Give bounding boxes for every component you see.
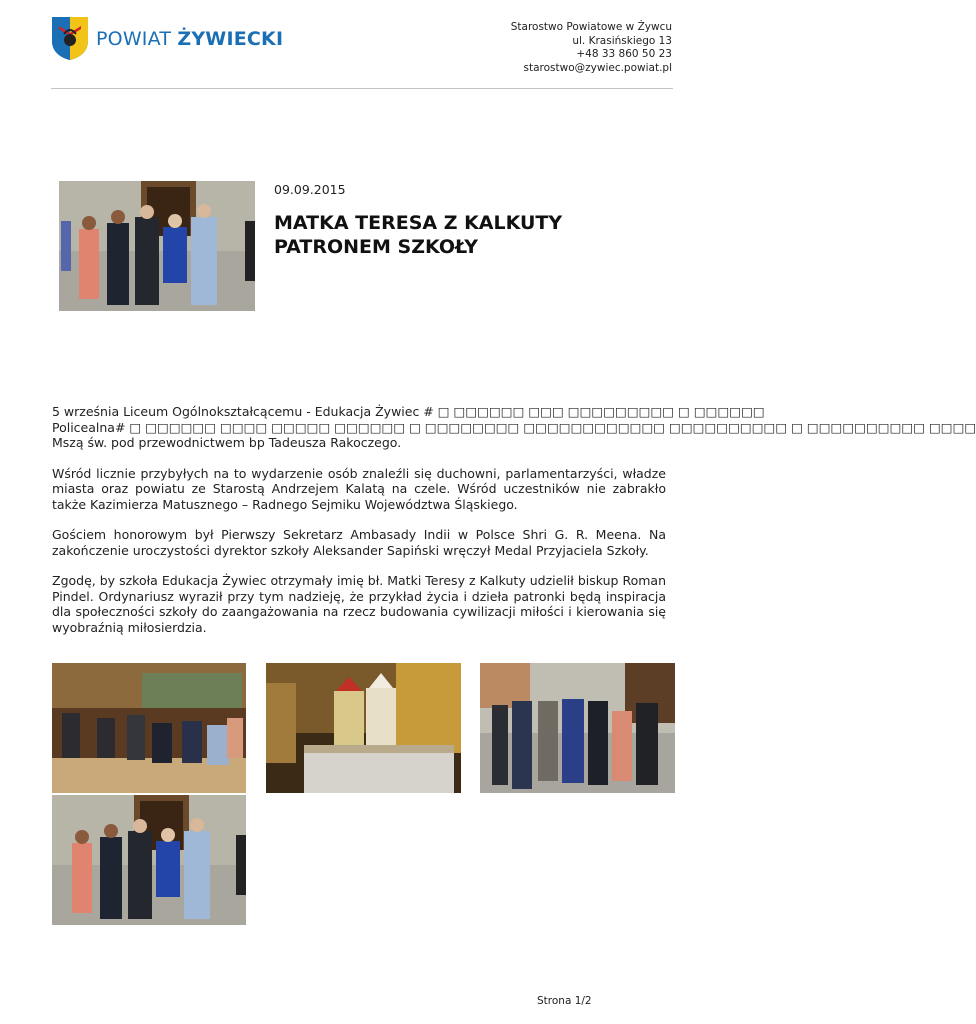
paragraph-1-line-1: 5 września Liceum Ogólnokształcącemu - Edukacja Żywiec # □ □□□□□□ □□□ □□□□□□□□□ □ □□□□□□ — [52, 404, 765, 419]
gallery-photo-3[interactable] — [480, 663, 675, 793]
gallery-photo-4[interactable] — [52, 795, 246, 925]
paragraph-1-line-3: Mszą św. pod przewodnictwem bp Tadeusza Rakoczego. — [52, 435, 402, 450]
powiat-logo — [51, 16, 283, 61]
logo-wordmark: POWIAT ŻYWIECKI — [96, 27, 284, 50]
page-number: Strona 1/2 — [537, 995, 592, 1007]
article-body — [52, 404, 976, 650]
gallery-photo-2[interactable] — [266, 663, 461, 793]
main-photo — [59, 181, 255, 311]
article-date: 09.09.2015 — [274, 182, 346, 197]
paragraph-3: Gościem honorowym był Pierwszy Sekretarz Ambasady Indii w Polsce Shri G. R. Meena. Na zakończenie uroczystości dyrektor szkoły Aleksander Sapiński wręczył Medal Przyjaciela Szkoły. — [52, 527, 666, 558]
header-divider — [51, 88, 673, 89]
crest-icon — [51, 16, 89, 61]
contact-phone: +48 33 860 50 23 — [576, 48, 672, 60]
paragraph-1-line-2: Policealna# □ □□□□□□ □□□□ □□□□□ □□□□□□ □ □□□□□□□□ □□□□□□□□□□□□ □□□□□□□□□□ □ □□□□□□□□□□ □□□□ — [52, 419, 976, 435]
contact-address: ul. Krasińskiego 13 — [572, 34, 672, 47]
article-title: MATKA TERESA Z KALKUTY PATRONEM SZKOŁY — [274, 212, 563, 258]
contact-office: Starostwo Powiatowe w Żywcu — [510, 21, 672, 33]
gallery-photo-1[interactable] — [52, 663, 246, 793]
paragraph-2: Wśród licznie przybyłych na to wydarzenie osób znaleźli się duchowni, parlamentarzyści, władze miasta oraz powiatu ze Starostą Andrzejem Kalatą na czele. Wśród uczestników nie zabrakło także Kazimierza Matusznego – Radnego Sejmiku Województwa Śląskiego. — [52, 465, 666, 512]
paragraph-4: Zgodę, by szkoła Edukacja Żywiec otrzymały imię bł. Matki Teresy z Kalkuty udzielił biskup Roman Pindel. Ordynariusz wyraził przy tym nadzieję, że przykład życia i dzieła patronki będą inspiracja dla społeczności szkoły do zaangażowania na rzecz budowania cywilizacji miłości i kierowania się wyobraźnią miłosierdzia. — [52, 573, 666, 635]
contact-email[interactable]: starostwo@zywiec.powiat.pl — [523, 61, 672, 74]
contact-block — [511, 21, 672, 75]
